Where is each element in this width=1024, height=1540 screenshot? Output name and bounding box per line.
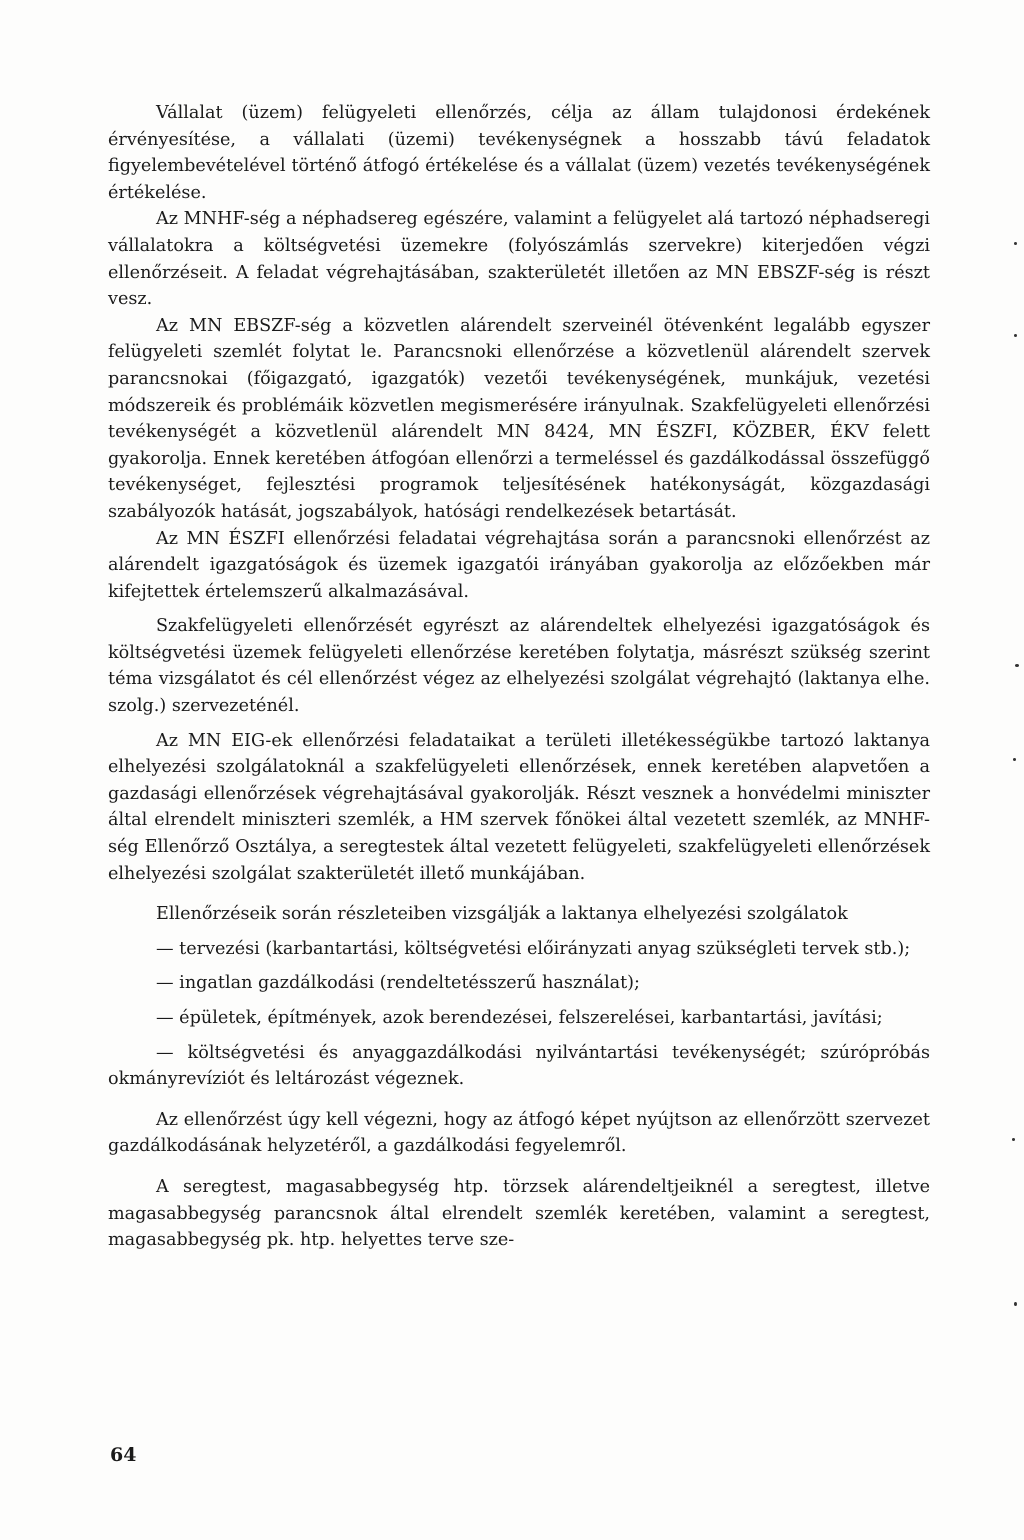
paragraph-4: Az MN ÉSZFI ellenőrzési feladatai végrehajtása során a parancsnoki ellenőrzést az alárendelt igazgatóságok és üzemek igazgatói irányában gyakorolja az előzőekben már kifejtettek értelemszerű alkalmazásával. [108, 528, 930, 602]
paragraph-1: Vállalat (üzem) felügyeleti ellenőrzés, célja az állam tulajdonosi érdekének érvényesítése, a vállalati (üzemi) tevékenységnek a hosszabb távú feladatok figyelembevételével történő átfogó értékelése és a vállalat (üzem) vezetés tevékenységének értékelése. [108, 103, 930, 203]
body-text [108, 100, 930, 1254]
paragraph-9: A seregtest, magasabbegység htp. törzsek alárendeltjeiknél a seregtest, illetve magasabbegység parancsnok által elrendelt szemlék keretében, valamint a seregtest, magasabbegység pk. htp. helyettes terve sze- [108, 1176, 930, 1251]
page-number: 64 [110, 1444, 137, 1466]
list-item-3: — épületek, építmények, azok berendezései, felszerelései, karbantartási, javítási; [156, 1008, 883, 1028]
list-item-2: — ingatlan gazdálkodási (rendeltetésszerű használat); [156, 973, 640, 994]
scan-speck [1013, 758, 1016, 761]
scan-speck [1014, 334, 1017, 337]
paragraph-6: Az MN EIG-ek ellenőrzési feladataikat a területi illetékességükbe tartozó laktanya elhelyezési szolgálatoknál a szakfelügyeleti ellenőrzések, ennek keretében alapvetően a gazdasági ellenőrzések végrehajtásával gyakorolják. Részt vesznek a honvédelmi miniszter által elrendelt miniszteri szemlék, a HM szervek főnökei által vezetett szemlék, az MNHF-ség Ellenőrző Osztálya, a seregtestek által vezetett felügyeleti, szakfelügyeleti ellenőrzések elhelyezési szolgálat szakterületét illető munkájában. [108, 730, 930, 884]
list-item-4: — költségvetési és anyaggazdálkodási nyilvántartási tevékenységét; szúrópróbás okmányrevíziót és leltározást végeznek. [108, 1042, 930, 1090]
list-item-1: — tervezési (karbantartási, költségvetési előirányzati anyag szükségleti tervek stb.); [156, 938, 911, 959]
paragraph-7: Ellenőrzéseik során részleteiben vizsgálják a laktanya elhelyezési szolgálatok [156, 904, 848, 925]
paragraph-2: Az MNHF-ség a néphadsereg egészére, valamint a felügyelet alá tartozó néphadseregi vállalatokra a költségvetési üzemekre (folyószámlás szervekre) kiterjedően végzi ellenőrzéseit. A feladat végrehajtásában, szakterületét illetően az MN EBSZF-ség is részt vesz. [108, 209, 930, 310]
scan-speck [1014, 1302, 1017, 1306]
paragraph-8: Az ellenőrzést úgy kell végezni, hogy az átfogó képet nyújtson az ellenőrzött szervezet gazdálkodásának helyzetéről, a gazdálkodási fegyelemről. [108, 1109, 930, 1157]
scan-speck [1015, 664, 1019, 667]
scan-speck [1014, 242, 1017, 245]
scan-speck [1012, 1138, 1015, 1141]
paragraph-3: Az MN EBSZF-ség a közvetlen alárendelt szerveinél ötévenként legalább egyszer felügyeleti szemlét folytat le. Parancsnoki ellenőrzése a közvetlenül alárendelt szervek parancsnokai (főigazgató, igazgatók) vezetői tevékenységének, munkájuk, vezetési módszereik és problémáik közvetlen megismerésére irányulnak. Szakfelügyeleti ellenőrzési tevékenységét a közvetlenül alárendelt MN 8424, MN ÉSZFI, KÖZBER, ÉKV felett gyakorolja. Ennek keretében átfogóan ellenőrzi a termeléssel és gazdálkodással összefüggő tevékenységet, fejlesztési programok teljesítésének hatékonyságát, közgazdasági szabályozók hatását, jogszabályok, hatósági rendelkezések betartását. [108, 315, 930, 522]
paragraph-5: Szakfelügyeleti ellenőrzését egyrészt az alárendeltek elhelyezési igazgatóságok és költségvetési üzemek felügyeleti ellenőrzése keretében folytatja, másrészt szükség szerint téma vizsgálatot és cél ellenőrzést végez az elhelyezési szolgálat végrehajtó (laktanya elhe. szolg.) szervezeténél. [108, 616, 930, 717]
